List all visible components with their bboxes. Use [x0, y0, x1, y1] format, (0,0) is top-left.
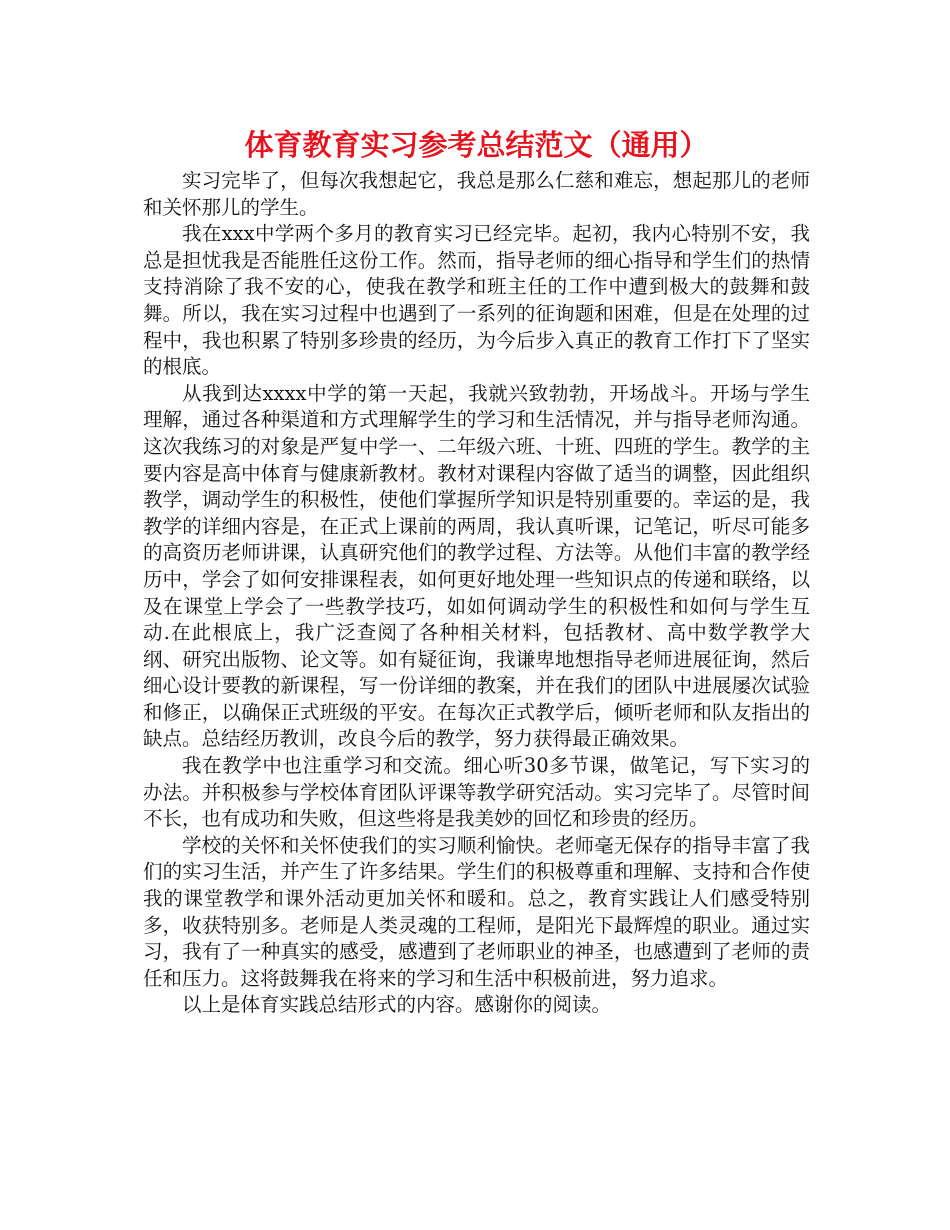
paragraph-3: 从我到达xxxx中学的第一天起，我就兴致勃勃，开场战斗。开场与学生理解，通过各种渠道和方式理解学生的学习和生活情况，并与指导老师沟通。这次我练习的对象是严复中学一、二年级六班、十班、四班的学生。教学的主要内容是高中体育与健康新教材。教材对课程内容做了适当的调整，因此组织教学，调动学生的积极性，使他们掌握所学知识是特别重要的。幸运的是，我教学的详细内容是，在正式上课前的两周，我认真听课，记笔记，听尽可能多的高资历老师讲课，认真研究他们的教学过程、方法等。从他们丰富的教学经历中，学会了如何安排课程表，如何更好地处理一些知识点的传递和联络，以及在课堂上学会了一些教学技巧，如如何调动学生的积极性和如何与学生互动.在此根底上，我广泛查阅了各种相关材料，包括教材、高中数学教学大纲、研究出版物、论文等。如有疑征询，我谦卑地想指导老师进展征询，然后细心设计要教的新课程，写一份详细的教案，并在我们的团队中进展屡次试验和修正，以确保正式班级的平安。在每次正式教学后，倾听老师和队友指出的缺点。总结经历教训，改良今后的教学，努力获得最正确效果。	[143, 381, 810, 751]
document-page	[143, 126, 810, 1019]
paragraph-6: 以上是体育实践总结形式的内容。感谢你的阅读。	[182, 993, 612, 1017]
document-title: 体育教育实习参考总结范文（通用）	[244, 128, 709, 162]
paragraph-2: 我在xxx中学两个多月的教育实习已经完毕。起初，我内心特别不安，我总是担忧我是否能胜任这份工作。然而，指导老师的细心指导和学生们的热情支持消除了我不安的心，使我在教学和班主任的工作中遭到极大的鼓舞和鼓舞。所以，我在实习过程中也遇到了一系列的征询题和困难，但是在处理的过程中，我也积累了特别多珍贵的经历，为今后步入真正的教育工作打下了坚实的根底。	[143, 222, 810, 379]
paragraph-4: 我在教学中也注重学习和交流。细心听30多节课，做笔记，写下实习的办法。并积极参与学校体育团队评课等教学研究活动。实习完毕了。尽管时间不长，也有成功和失败，但这些将是我美妙的回忆和珍贵的经历。	[143, 754, 810, 831]
paragraph-1: 实习完毕了，但每次我想起它，我总是那么仁慈和难忘，想起那儿的老师和关怀那儿的学生。	[143, 169, 810, 219]
paragraph-5: 学校的关怀和关怀使我们的实习顺利愉快。老师毫无保存的指导丰富了我们的实习生活，并产生了许多结果。学生们的积极尊重和理解、支持和合作使我的课堂教学和课外活动更加关怀和暖和。总之，教育实践让人们感受特别多，收获特别多。老师是人类灵魂的工程师，是阳光下最辉煌的职业。通过实习，我有了一种真实的感受，感遭到了老师职业的神圣，也感遭到了老师的责任和压力。这将鼓舞我在将来的学习和生活中积极前进，努力追求。	[143, 833, 810, 990]
